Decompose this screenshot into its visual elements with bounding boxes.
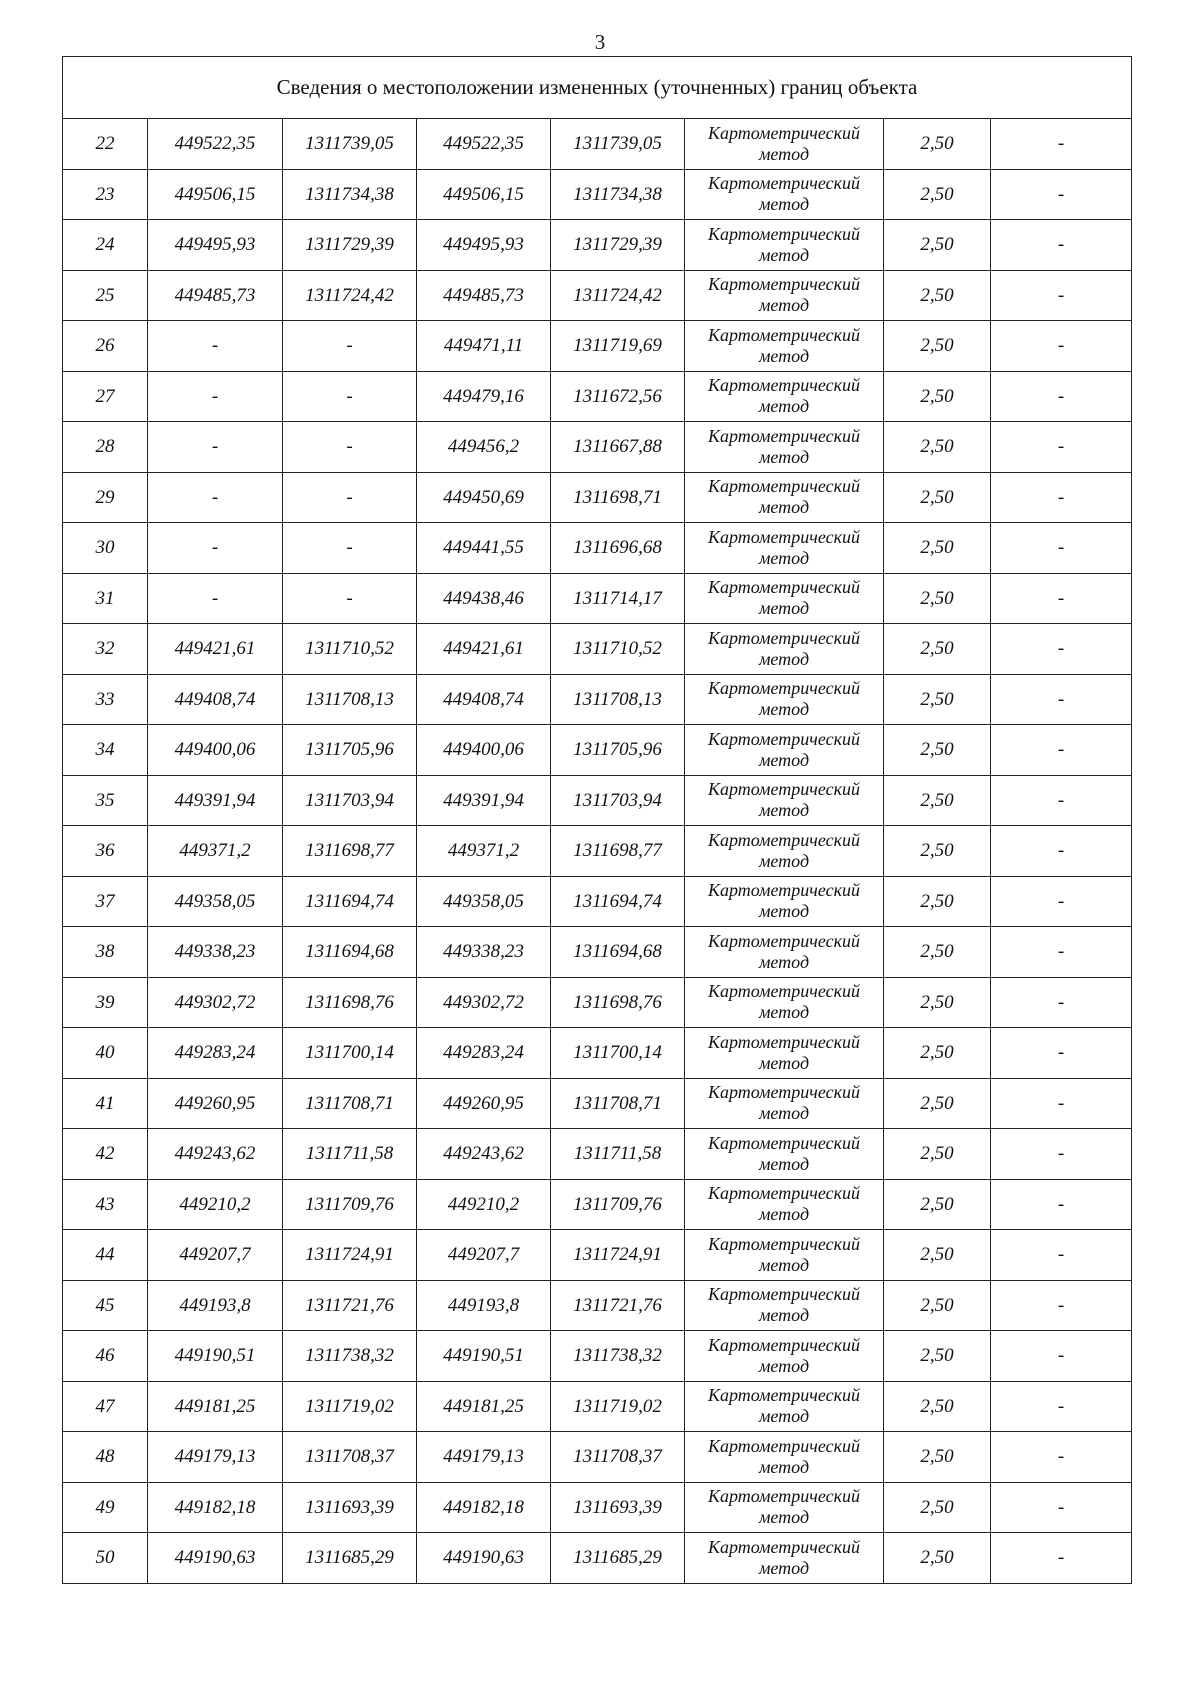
existing-y-cell: 1311694,68 — [283, 927, 417, 978]
existing-y-cell: - — [283, 371, 417, 422]
method-cell: Картометрический метод — [685, 725, 884, 776]
refined-x-cell: 449182,18 — [417, 1482, 551, 1533]
accuracy-cell: 2,50 — [884, 169, 991, 220]
note-cell: - — [991, 1533, 1132, 1584]
note-cell: - — [991, 371, 1132, 422]
point-number-cell: 33 — [63, 674, 148, 725]
refined-x-cell: 449522,35 — [417, 119, 551, 170]
point-number-cell: 49 — [63, 1482, 148, 1533]
note-cell: - — [991, 977, 1132, 1028]
existing-y-cell: 1311708,37 — [283, 1432, 417, 1483]
refined-x-cell: 449210,2 — [417, 1179, 551, 1230]
refined-x-cell: 449302,72 — [417, 977, 551, 1028]
existing-y-cell: 1311734,38 — [283, 169, 417, 220]
existing-x-cell: 449400,06 — [148, 725, 283, 776]
table-row — [63, 725, 1132, 776]
note-cell: - — [991, 927, 1132, 978]
method-cell: Картометрический метод — [685, 1331, 884, 1382]
existing-y-cell: 1311698,77 — [283, 826, 417, 877]
note-cell: - — [991, 1280, 1132, 1331]
note-cell: - — [991, 169, 1132, 220]
refined-y-cell: 1311667,88 — [551, 422, 685, 473]
table-row — [63, 674, 1132, 725]
accuracy-cell: 2,50 — [884, 826, 991, 877]
refined-y-cell: 1311672,56 — [551, 371, 685, 422]
table-row — [63, 472, 1132, 523]
existing-y-cell: - — [283, 422, 417, 473]
refined-y-cell: 1311708,37 — [551, 1432, 685, 1483]
refined-y-cell: 1311709,76 — [551, 1179, 685, 1230]
table-row — [63, 1028, 1132, 1079]
refined-x-cell: 449479,16 — [417, 371, 551, 422]
method-cell: Картометрический метод — [685, 1533, 884, 1584]
existing-x-cell: 449210,2 — [148, 1179, 283, 1230]
note-cell: - — [991, 674, 1132, 725]
method-cell: Картометрический метод — [685, 321, 884, 372]
table-row — [63, 1078, 1132, 1129]
existing-x-cell: 449193,8 — [148, 1280, 283, 1331]
table-row — [63, 927, 1132, 978]
refined-y-cell: 1311719,02 — [551, 1381, 685, 1432]
note-cell: - — [991, 826, 1132, 877]
accuracy-cell: 2,50 — [884, 119, 991, 170]
point-number-cell: 46 — [63, 1331, 148, 1382]
existing-y-cell: 1311703,94 — [283, 775, 417, 826]
existing-y-cell: 1311685,29 — [283, 1533, 417, 1584]
table-row — [63, 169, 1132, 220]
refined-y-cell: 1311734,38 — [551, 169, 685, 220]
point-number-cell: 27 — [63, 371, 148, 422]
accuracy-cell: 2,50 — [884, 1179, 991, 1230]
point-number-cell: 50 — [63, 1533, 148, 1584]
refined-x-cell: 449441,55 — [417, 523, 551, 574]
refined-x-cell: 449190,63 — [417, 1533, 551, 1584]
existing-x-cell: 449485,73 — [148, 270, 283, 321]
method-cell: Картометрический метод — [685, 977, 884, 1028]
method-cell: Картометрический метод — [685, 1381, 884, 1432]
refined-y-cell: 1311685,29 — [551, 1533, 685, 1584]
accuracy-cell: 2,50 — [884, 775, 991, 826]
note-cell: - — [991, 523, 1132, 574]
existing-x-cell: 449207,7 — [148, 1230, 283, 1281]
point-number-cell: 38 — [63, 927, 148, 978]
existing-y-cell: 1311719,02 — [283, 1381, 417, 1432]
method-cell: Картометрический метод — [685, 775, 884, 826]
note-cell: - — [991, 422, 1132, 473]
method-cell: Картометрический метод — [685, 220, 884, 271]
method-cell: Картометрический метод — [685, 523, 884, 574]
table-row — [63, 270, 1132, 321]
point-number-cell: 48 — [63, 1432, 148, 1483]
refined-y-cell: 1311710,52 — [551, 624, 685, 675]
existing-y-cell: - — [283, 472, 417, 523]
point-number-cell: 28 — [63, 422, 148, 473]
method-cell: Картометрический метод — [685, 1129, 884, 1180]
accuracy-cell: 2,50 — [884, 624, 991, 675]
table-row — [63, 371, 1132, 422]
refined-y-cell: 1311708,13 — [551, 674, 685, 725]
note-cell: - — [991, 725, 1132, 776]
refined-y-cell: 1311724,91 — [551, 1230, 685, 1281]
note-cell: - — [991, 624, 1132, 675]
existing-x-cell: 449190,63 — [148, 1533, 283, 1584]
table-row — [63, 523, 1132, 574]
point-number-cell: 22 — [63, 119, 148, 170]
existing-y-cell: 1311698,76 — [283, 977, 417, 1028]
accuracy-cell: 2,50 — [884, 1432, 991, 1483]
accuracy-cell: 2,50 — [884, 927, 991, 978]
refined-x-cell: 449400,06 — [417, 725, 551, 776]
refined-x-cell: 449495,93 — [417, 220, 551, 271]
accuracy-cell: 2,50 — [884, 1482, 991, 1533]
refined-y-cell: 1311739,05 — [551, 119, 685, 170]
method-cell: Картометрический метод — [685, 169, 884, 220]
refined-x-cell: 449193,8 — [417, 1280, 551, 1331]
point-number-cell: 45 — [63, 1280, 148, 1331]
accuracy-cell: 2,50 — [884, 876, 991, 927]
method-cell: Картометрический метод — [685, 119, 884, 170]
table-row — [63, 422, 1132, 473]
refined-y-cell: 1311696,68 — [551, 523, 685, 574]
existing-x-cell: 449182,18 — [148, 1482, 283, 1533]
accuracy-cell: 2,50 — [884, 573, 991, 624]
point-number-cell: 42 — [63, 1129, 148, 1180]
note-cell: - — [991, 1078, 1132, 1129]
accuracy-cell: 2,50 — [884, 472, 991, 523]
point-number-cell: 35 — [63, 775, 148, 826]
accuracy-cell: 2,50 — [884, 1533, 991, 1584]
point-number-cell: 39 — [63, 977, 148, 1028]
table-row — [63, 1331, 1132, 1382]
refined-y-cell: 1311693,39 — [551, 1482, 685, 1533]
accuracy-cell: 2,50 — [884, 725, 991, 776]
point-number-cell: 41 — [63, 1078, 148, 1129]
refined-y-cell: 1311708,71 — [551, 1078, 685, 1129]
existing-x-cell: 449495,93 — [148, 220, 283, 271]
point-number-cell: 44 — [63, 1230, 148, 1281]
table-row — [63, 977, 1132, 1028]
existing-x-cell: 449179,13 — [148, 1432, 283, 1483]
table-row — [63, 1533, 1132, 1584]
method-cell: Картометрический метод — [685, 1482, 884, 1533]
existing-y-cell: 1311693,39 — [283, 1482, 417, 1533]
existing-x-cell: 449302,72 — [148, 977, 283, 1028]
note-cell: - — [991, 119, 1132, 170]
method-cell: Картометрический метод — [685, 422, 884, 473]
existing-y-cell: 1311708,13 — [283, 674, 417, 725]
existing-x-cell: - — [148, 371, 283, 422]
existing-y-cell: 1311739,05 — [283, 119, 417, 170]
method-cell: Картометрический метод — [685, 371, 884, 422]
refined-y-cell: 1311698,77 — [551, 826, 685, 877]
method-cell: Картометрический метод — [685, 1028, 884, 1079]
method-cell: Картометрический метод — [685, 674, 884, 725]
existing-x-cell: 449408,74 — [148, 674, 283, 725]
accuracy-cell: 2,50 — [884, 674, 991, 725]
note-cell: - — [991, 321, 1132, 372]
note-cell: - — [991, 1381, 1132, 1432]
refined-x-cell: 449471,11 — [417, 321, 551, 372]
note-cell: - — [991, 1129, 1132, 1180]
existing-x-cell: 449522,35 — [148, 119, 283, 170]
existing-x-cell: 449181,25 — [148, 1381, 283, 1432]
refined-x-cell: 449450,69 — [417, 472, 551, 523]
existing-y-cell: 1311724,42 — [283, 270, 417, 321]
note-cell: - — [991, 1331, 1132, 1382]
refined-y-cell: 1311694,68 — [551, 927, 685, 978]
point-number-cell: 40 — [63, 1028, 148, 1079]
table-title-row — [63, 57, 1132, 119]
table-row — [63, 1381, 1132, 1432]
point-number-cell: 37 — [63, 876, 148, 927]
refined-x-cell: 449506,15 — [417, 169, 551, 220]
refined-x-cell: 449207,7 — [417, 1230, 551, 1281]
note-cell: - — [991, 1432, 1132, 1483]
refined-x-cell: 449408,74 — [417, 674, 551, 725]
existing-y-cell: 1311709,76 — [283, 1179, 417, 1230]
table-row — [63, 1432, 1132, 1483]
method-cell: Картометрический метод — [685, 1280, 884, 1331]
table-row — [63, 1179, 1132, 1230]
note-cell: - — [991, 573, 1132, 624]
existing-y-cell: 1311724,91 — [283, 1230, 417, 1281]
method-cell: Картометрический метод — [685, 573, 884, 624]
note-cell: - — [991, 270, 1132, 321]
note-cell: - — [991, 1028, 1132, 1079]
existing-x-cell: 449283,24 — [148, 1028, 283, 1079]
refined-x-cell: 449391,94 — [417, 775, 551, 826]
accuracy-cell: 2,50 — [884, 1028, 991, 1079]
refined-x-cell: 449179,13 — [417, 1432, 551, 1483]
existing-y-cell: 1311738,32 — [283, 1331, 417, 1382]
note-cell: - — [991, 220, 1132, 271]
accuracy-cell: 2,50 — [884, 1078, 991, 1129]
point-number-cell: 32 — [63, 624, 148, 675]
accuracy-cell: 2,50 — [884, 1129, 991, 1180]
method-cell: Картометрический метод — [685, 472, 884, 523]
existing-y-cell: 1311729,39 — [283, 220, 417, 271]
existing-y-cell: 1311694,74 — [283, 876, 417, 927]
existing-y-cell: 1311700,14 — [283, 1028, 417, 1079]
table-row — [63, 1230, 1132, 1281]
note-cell: - — [991, 472, 1132, 523]
accuracy-cell: 2,50 — [884, 321, 991, 372]
existing-x-cell: - — [148, 472, 283, 523]
existing-y-cell: 1311711,58 — [283, 1129, 417, 1180]
table-row — [63, 775, 1132, 826]
point-number-cell: 25 — [63, 270, 148, 321]
accuracy-cell: 2,50 — [884, 270, 991, 321]
table-row — [63, 1482, 1132, 1533]
point-number-cell: 26 — [63, 321, 148, 372]
refined-x-cell: 449338,23 — [417, 927, 551, 978]
note-cell: - — [991, 1482, 1132, 1533]
existing-x-cell: 449338,23 — [148, 927, 283, 978]
note-cell: - — [991, 876, 1132, 927]
refined-y-cell: 1311738,32 — [551, 1331, 685, 1382]
existing-x-cell: - — [148, 523, 283, 574]
method-cell: Картометрический метод — [685, 826, 884, 877]
accuracy-cell: 2,50 — [884, 1280, 991, 1331]
existing-x-cell: 449506,15 — [148, 169, 283, 220]
existing-y-cell: 1311705,96 — [283, 725, 417, 776]
point-number-cell: 36 — [63, 826, 148, 877]
refined-y-cell: 1311700,14 — [551, 1028, 685, 1079]
refined-x-cell: 449358,05 — [417, 876, 551, 927]
existing-x-cell: 449358,05 — [148, 876, 283, 927]
existing-y-cell: 1311708,71 — [283, 1078, 417, 1129]
existing-x-cell: 449260,95 — [148, 1078, 283, 1129]
existing-x-cell: 449371,2 — [148, 826, 283, 877]
table-row — [63, 1129, 1132, 1180]
point-number-cell: 24 — [63, 220, 148, 271]
existing-x-cell: - — [148, 422, 283, 473]
accuracy-cell: 2,50 — [884, 1331, 991, 1382]
refined-y-cell: 1311711,58 — [551, 1129, 685, 1180]
point-number-cell: 29 — [63, 472, 148, 523]
point-number-cell: 23 — [63, 169, 148, 220]
refined-y-cell: 1311698,76 — [551, 977, 685, 1028]
point-number-cell: 34 — [63, 725, 148, 776]
table-row — [63, 876, 1132, 927]
method-cell: Картометрический метод — [685, 1078, 884, 1129]
method-cell: Картометрический метод — [685, 1179, 884, 1230]
table-row — [63, 220, 1132, 271]
table-row — [63, 826, 1132, 877]
existing-y-cell: 1311710,52 — [283, 624, 417, 675]
method-cell: Картометрический метод — [685, 927, 884, 978]
refined-y-cell: 1311729,39 — [551, 220, 685, 271]
table-row — [63, 624, 1132, 675]
existing-x-cell: 449391,94 — [148, 775, 283, 826]
method-cell: Картометрический метод — [685, 876, 884, 927]
accuracy-cell: 2,50 — [884, 371, 991, 422]
method-cell: Картометрический метод — [685, 270, 884, 321]
table-row — [63, 573, 1132, 624]
refined-y-cell: 1311705,96 — [551, 725, 685, 776]
existing-y-cell: - — [283, 523, 417, 574]
refined-x-cell: 449456,2 — [417, 422, 551, 473]
note-cell: - — [991, 1230, 1132, 1281]
existing-y-cell: - — [283, 321, 417, 372]
existing-x-cell: - — [148, 573, 283, 624]
refined-x-cell: 449283,24 — [417, 1028, 551, 1079]
existing-x-cell: - — [148, 321, 283, 372]
refined-x-cell: 449243,62 — [417, 1129, 551, 1180]
refined-y-cell: 1311694,74 — [551, 876, 685, 927]
point-number-cell: 43 — [63, 1179, 148, 1230]
refined-x-cell: 449485,73 — [417, 270, 551, 321]
refined-y-cell: 1311719,69 — [551, 321, 685, 372]
note-cell: - — [991, 775, 1132, 826]
existing-y-cell: - — [283, 573, 417, 624]
refined-y-cell: 1311698,71 — [551, 472, 685, 523]
point-number-cell: 30 — [63, 523, 148, 574]
refined-x-cell: 449421,61 — [417, 624, 551, 675]
existing-x-cell: 449421,61 — [148, 624, 283, 675]
table-row — [63, 321, 1132, 372]
table-row — [63, 1280, 1132, 1331]
refined-y-cell: 1311714,17 — [551, 573, 685, 624]
refined-y-cell: 1311703,94 — [551, 775, 685, 826]
accuracy-cell: 2,50 — [884, 1381, 991, 1432]
accuracy-cell: 2,50 — [884, 1230, 991, 1281]
accuracy-cell: 2,50 — [884, 220, 991, 271]
refined-y-cell: 1311724,42 — [551, 270, 685, 321]
refined-x-cell: 449260,95 — [417, 1078, 551, 1129]
point-number-cell: 31 — [63, 573, 148, 624]
refined-x-cell: 449181,25 — [417, 1381, 551, 1432]
table-row — [63, 119, 1132, 170]
point-number-cell: 47 — [63, 1381, 148, 1432]
page-number: 3 — [594, 30, 606, 54]
method-cell: Картометрический метод — [685, 1432, 884, 1483]
existing-x-cell: 449243,62 — [148, 1129, 283, 1180]
refined-y-cell: 1311721,76 — [551, 1280, 685, 1331]
existing-y-cell: 1311721,76 — [283, 1280, 417, 1331]
refined-x-cell: 449438,46 — [417, 573, 551, 624]
existing-x-cell: 449190,51 — [148, 1331, 283, 1382]
method-cell: Картометрический метод — [685, 1230, 884, 1281]
accuracy-cell: 2,50 — [884, 977, 991, 1028]
boundary-coordinates-table — [62, 56, 1132, 1584]
refined-x-cell: 449371,2 — [417, 826, 551, 877]
accuracy-cell: 2,50 — [884, 523, 991, 574]
accuracy-cell: 2,50 — [884, 422, 991, 473]
note-cell: - — [991, 1179, 1132, 1230]
refined-x-cell: 449190,51 — [417, 1331, 551, 1382]
table-title: Сведения о местоположении измененных (уточненных) границ объекта — [63, 57, 1132, 119]
method-cell: Картометрический метод — [685, 624, 884, 675]
